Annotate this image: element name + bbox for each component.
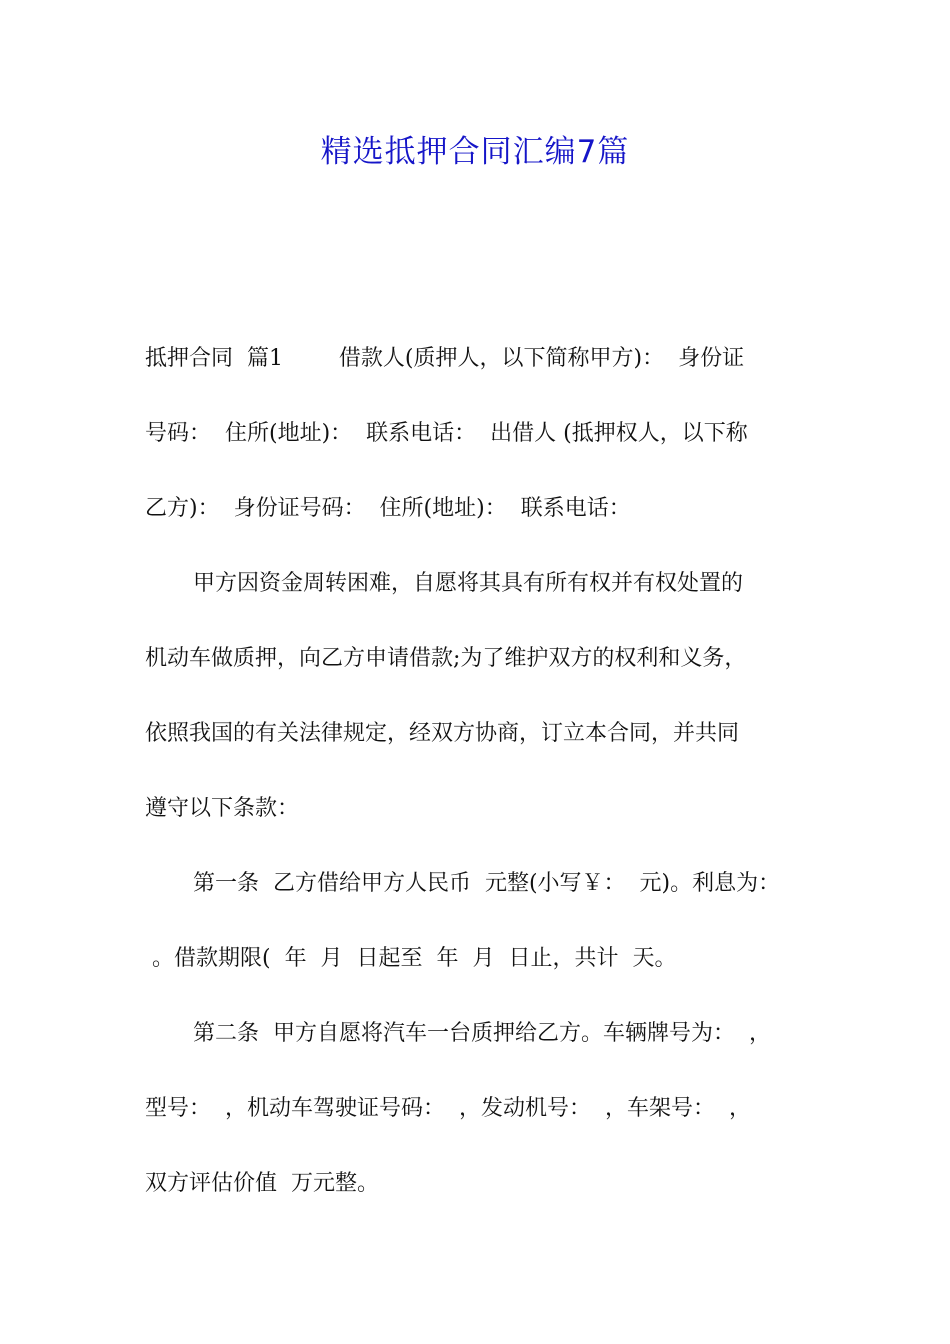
text-line: 双方评估价值 万元整。 bbox=[145, 1171, 379, 1196]
text-line: 甲方因资金周转困难，自愿将其具有所有权并有权处置的 bbox=[193, 571, 744, 596]
text-line: 。借款期限( 年 月 日起至 年 月 日止，共计 天。 bbox=[145, 946, 677, 971]
text-line: 第一条 乙方借给甲方人民币 元整(小写￥： 元)。利息为： bbox=[193, 871, 781, 896]
text-line: 遵守以下条款： bbox=[145, 796, 300, 821]
text-line: 机动车做质押，向乙方申请借款;为了维护双方的权利和义务， bbox=[145, 646, 747, 671]
text-line: 第二条 甲方自愿将汽车一台质押给乙方。车辆牌号为： ， bbox=[193, 1021, 771, 1046]
text-line: 抵押合同 篇1 借款人(质押人，以下简称甲方)： 身份证 bbox=[145, 346, 745, 371]
text-line: 号码： 住所(地址)： 联系电话： 出借人 (抵押权人，以下称 bbox=[145, 421, 748, 446]
text-line: 型号： ，机动车驾驶证号码： ，发动机号： ，车架号： ， bbox=[145, 1096, 751, 1121]
text-line: 依照我国的有关法律规定，经双方协商，订立本合同，并共同 bbox=[145, 721, 740, 746]
document-title: 精选抵押合同汇编7篇 bbox=[320, 134, 630, 170]
text-line: 乙方)： 身份证号码： 住所(地址)： 联系电话： bbox=[145, 496, 631, 521]
